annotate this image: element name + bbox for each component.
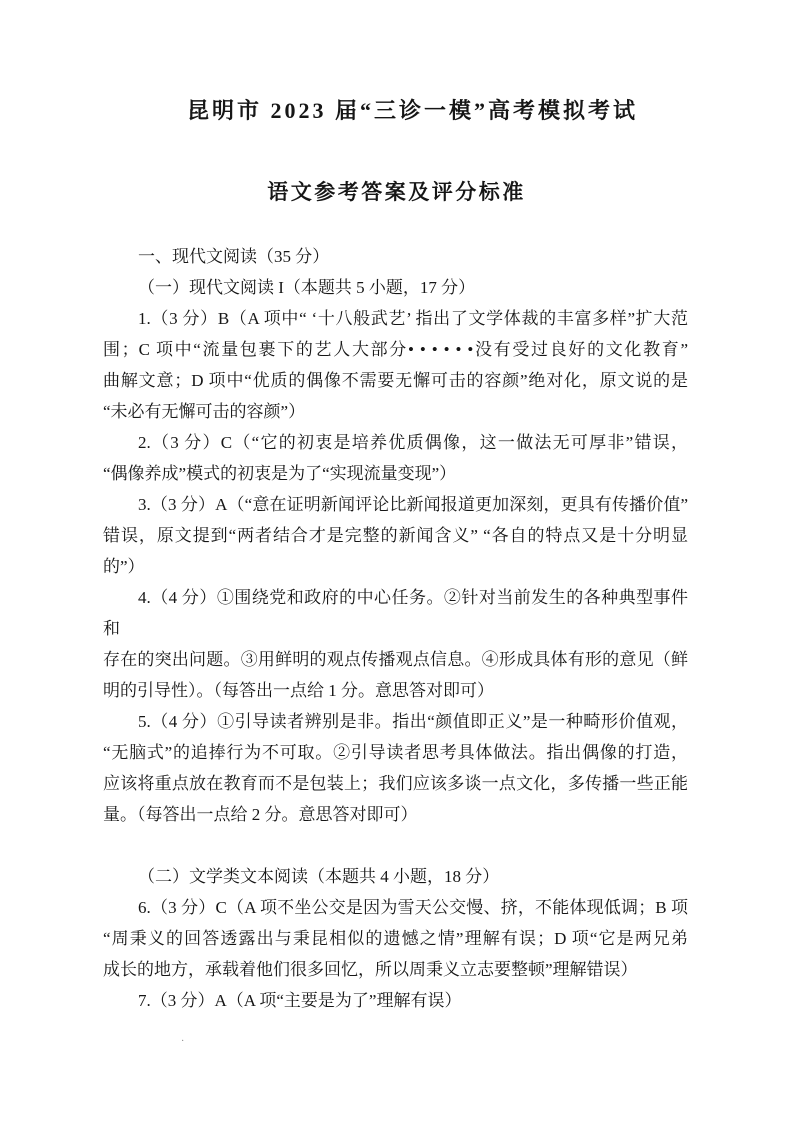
text-line: 一、现代文阅读（35 分）	[138, 247, 330, 266]
text-line: “无脑式”的追捧行为不可取。②引导读者思考具体做法。指出偶像的打造，	[103, 743, 688, 762]
text-line: 3.（3 分）A（“意在证明新闻评论比新闻报道更加深刻，更具有传播价值”	[138, 495, 688, 514]
text-line: 量。（每答出一点给 2 分。意思答对即可）	[103, 805, 418, 824]
text-line: 存在的突出问题。③用鲜明的观点传播观点信息。④形成具体有形的意见（鲜	[103, 650, 688, 669]
document-title: 昆明市 2023 届“三诊一模”高考模拟考试	[186, 98, 638, 123]
text-line: 7.（3 分）A（A 项“主要是为了”理解有误）	[138, 991, 462, 1010]
document-body	[103, 241, 688, 1016]
text-line: 4.（4 分）①围绕党和政府的中心任务。②针对当前发生的各种典型事件和	[103, 588, 688, 638]
text-line: 成长的地方，承载着他们很多回忆，所以周秉义立志要整顿”理解错误）	[103, 960, 638, 979]
text-line: 曲解文意；D 项中“优质的偶像不需要无懈可击的容颜”绝对化，原文说的是	[103, 371, 688, 390]
text-line: 应该将重点放在教育而不是包装上；我们应该多谈一点文化，多传播一些正能	[103, 774, 688, 793]
text-line: “周秉义的回答透露出与秉昆相似的遗憾之情”理解有误；D 项“它是两兄弟	[103, 929, 688, 948]
text-line: “偶像养成”模式的初衷是为了“实现流量变现”）	[103, 464, 457, 483]
text-line: 5.（4 分）①引导读者辨别是非。指出“颜值即正义”是一种畸形价值观，	[138, 712, 688, 731]
stray-mark: ·	[181, 1036, 185, 1047]
document-subtitle: 语文参考答案及评分标准	[267, 180, 526, 204]
text-line: 明的引导性）。（每答出一点给 1 分。意思答对即可）	[103, 681, 494, 700]
text-line	[103, 830, 688, 861]
text-line: （一）现代文阅读 I（本题共 5 小题，17 分）	[138, 278, 476, 297]
text-line: 6.（3 分）C（A 项不坐公交是因为雪天公交慢、挤，不能体现低调；B 项	[138, 898, 688, 917]
text-line: 1.（3 分）B（A 项中“ ‘十八般武艺’ 指出了文学体裁的丰富多样”扩大范	[138, 309, 688, 328]
text-line: 围；C 项中“流量包裹下的艺人大部分• • • • • •没有受过良好的文化教育”	[103, 340, 688, 359]
text-line: 2.（3 分）C（“它的初衷是培养优质偶像，这一做法无可厚非”错误，	[138, 433, 688, 452]
text-line: 的”）	[103, 557, 145, 576]
text-line: （二）文学类文本阅读（本题共 4 小题，18 分）	[138, 867, 500, 886]
text-line: 错误，原文提到“两者结合才是完整的新闻含义” “各自的特点又是十分明显	[103, 526, 688, 545]
text-line: “未必有无懈可击的容颜”）	[103, 402, 306, 421]
